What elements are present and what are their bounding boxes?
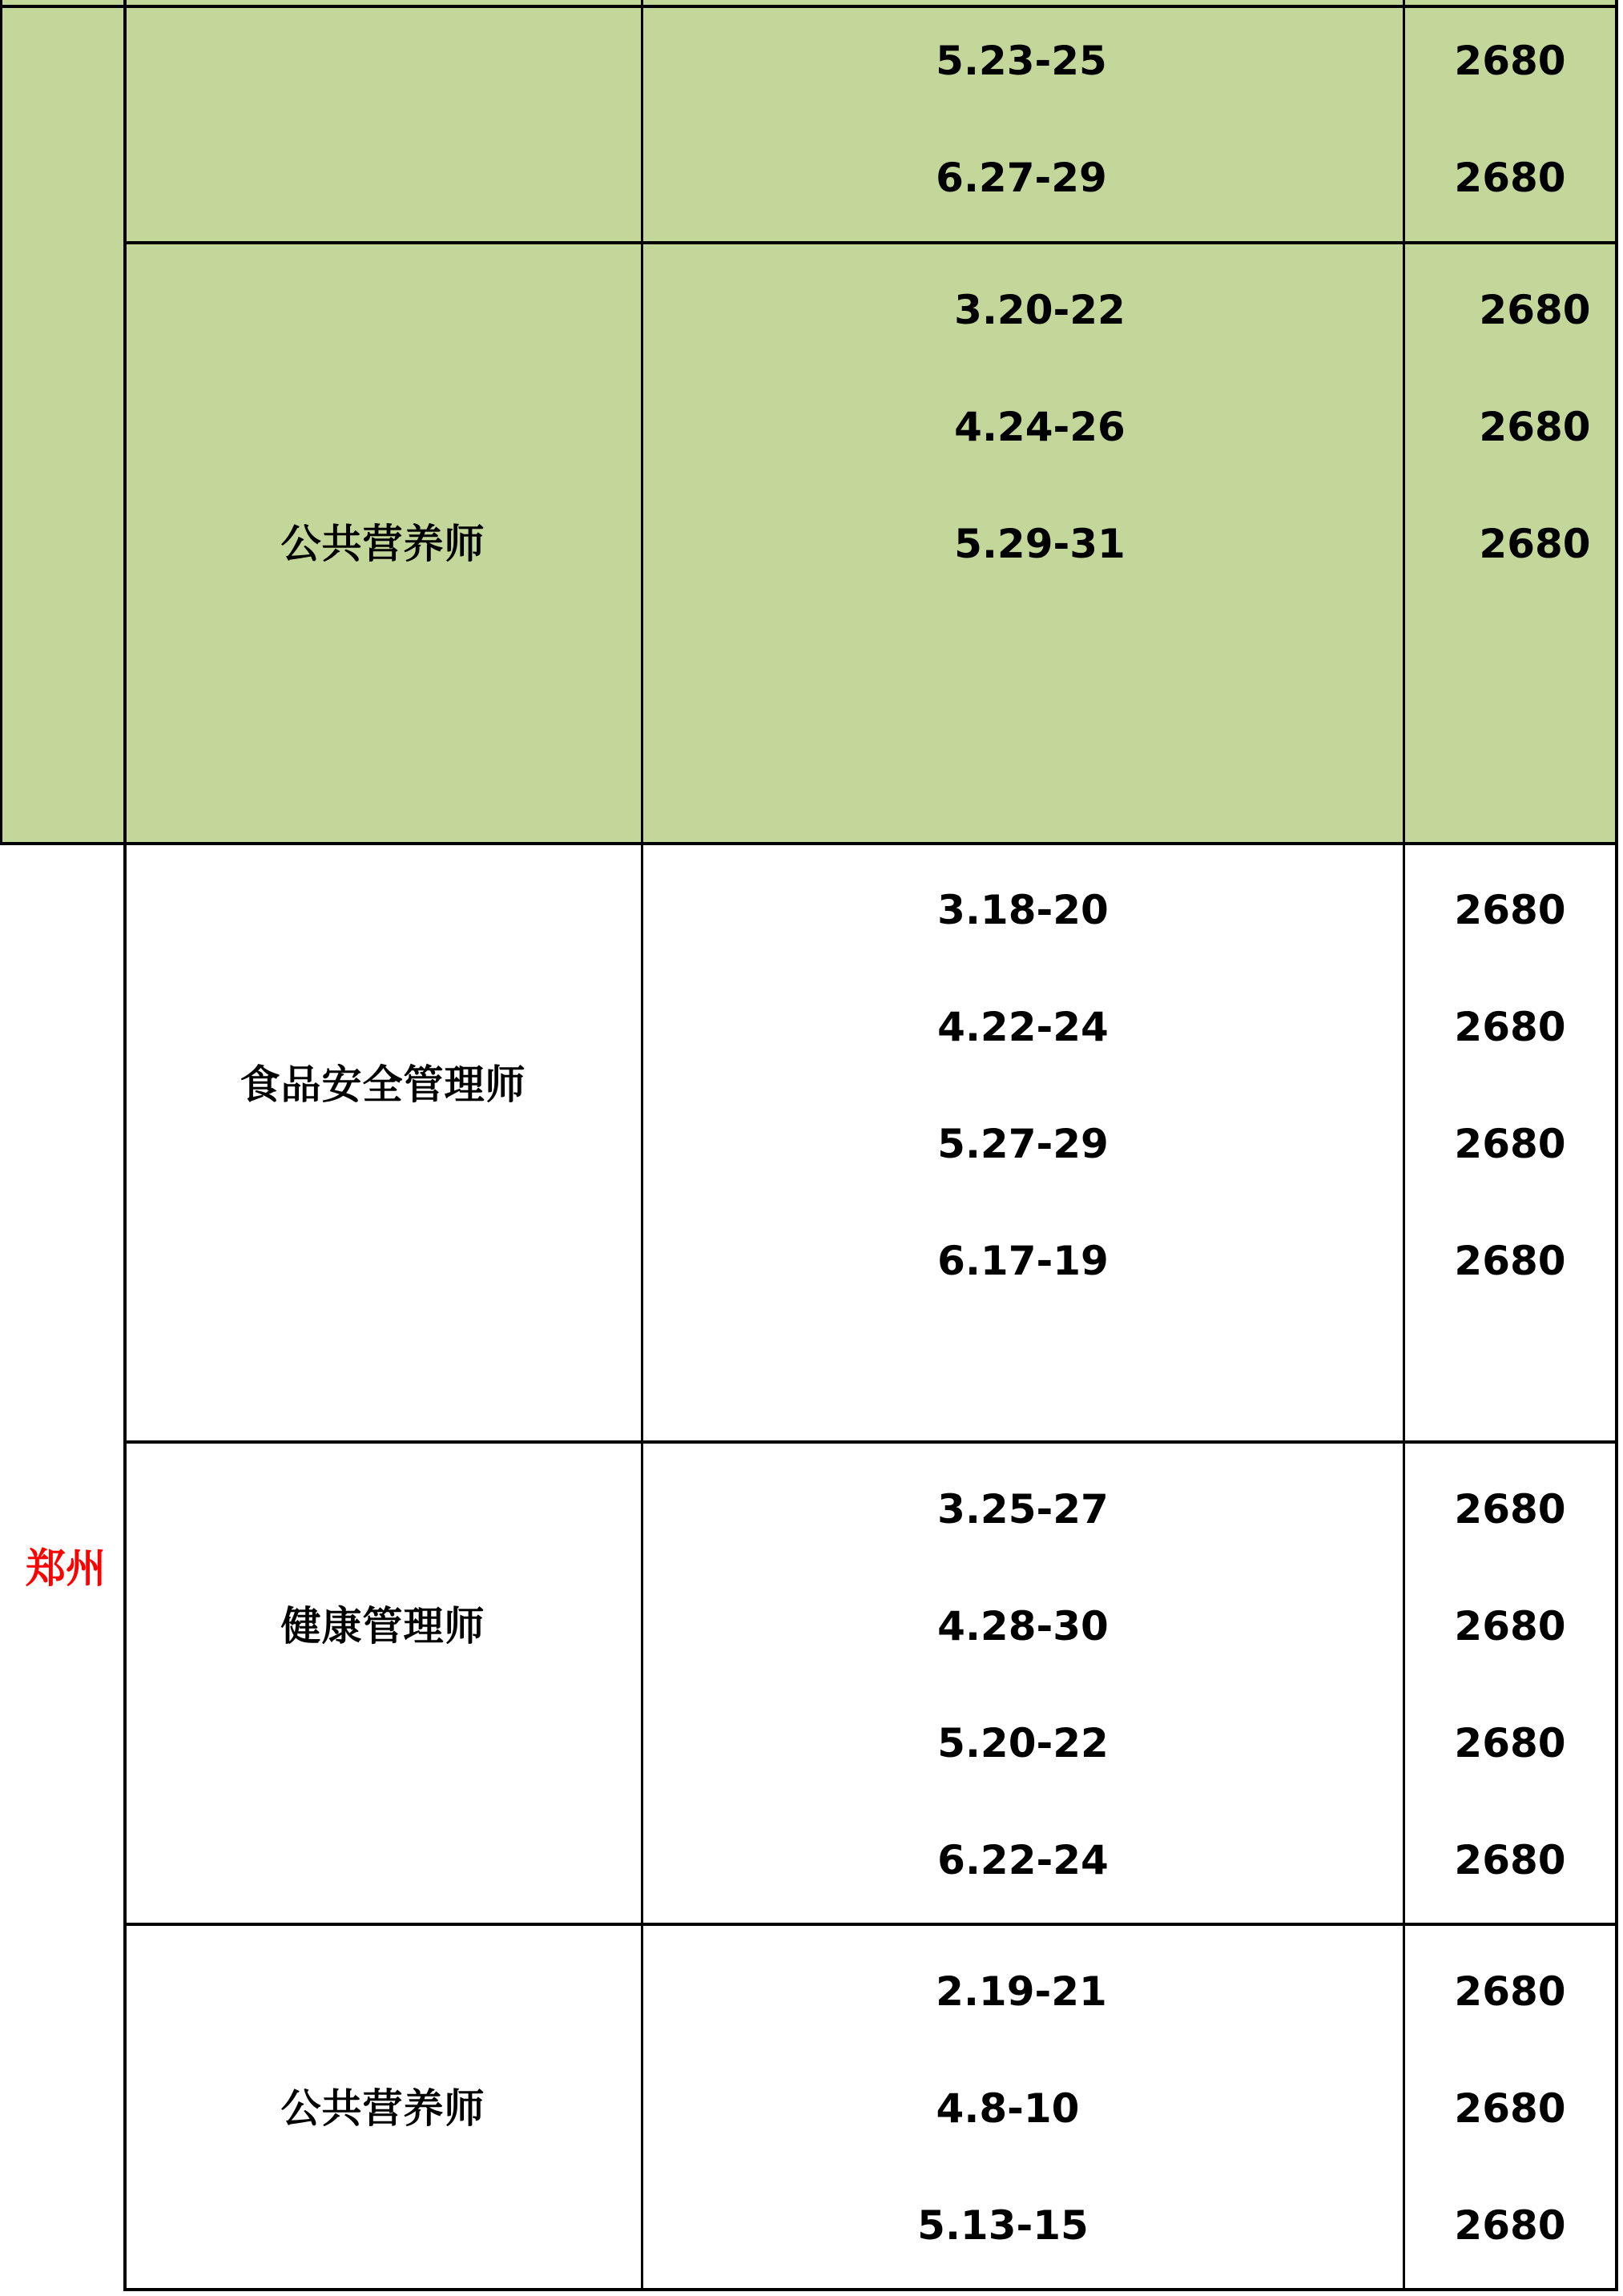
border-row4 bbox=[123, 1923, 1618, 1926]
price-cell: 2680 bbox=[1479, 287, 1591, 333]
date-cell: 4.8-10 bbox=[936, 2085, 1080, 2132]
price-cell: 2680 bbox=[1454, 1486, 1566, 1533]
date-cell: 5.23-25 bbox=[936, 38, 1107, 84]
date-cell: 5.27-29 bbox=[937, 1121, 1109, 1167]
border-left bbox=[0, 0, 2, 844]
course-name: 公共营养师 bbox=[280, 2085, 485, 2132]
price-cell: 2680 bbox=[1454, 2202, 1566, 2249]
date-cell: 6.27-29 bbox=[936, 155, 1107, 201]
border-col1 bbox=[123, 0, 127, 2291]
price-cell: 2680 bbox=[1454, 1121, 1566, 1167]
date-cell: 6.17-19 bbox=[937, 1238, 1109, 1284]
price-cell: 2680 bbox=[1454, 1968, 1566, 2015]
city-label: 郑州 bbox=[26, 1545, 106, 1592]
date-cell: 5.20-22 bbox=[937, 1720, 1109, 1766]
green-section-bg bbox=[0, 0, 1618, 844]
border-bottom bbox=[123, 2288, 1618, 2291]
date-cell: 4.24-26 bbox=[954, 404, 1126, 450]
date-cell: 2.19-21 bbox=[936, 1968, 1107, 2015]
border-row1 bbox=[123, 241, 1618, 244]
course-name: 公共营养师 bbox=[280, 521, 485, 567]
date-cell: 5.29-31 bbox=[954, 521, 1126, 567]
price-cell: 2680 bbox=[1454, 155, 1566, 201]
price-cell: 2680 bbox=[1454, 1004, 1566, 1050]
border-top bbox=[0, 5, 1618, 8]
price-cell: 2680 bbox=[1454, 1837, 1566, 1883]
date-cell: 3.20-22 bbox=[954, 287, 1126, 333]
course-name: 食品安全管理师 bbox=[240, 1061, 526, 1108]
date-cell: 4.28-30 bbox=[937, 1603, 1109, 1649]
date-cell: 3.25-27 bbox=[937, 1486, 1109, 1533]
border-right bbox=[1615, 0, 1618, 2291]
course-name: 健康管理师 bbox=[280, 1603, 485, 1649]
price-cell: 2680 bbox=[1454, 2085, 1566, 2132]
price-cell: 2680 bbox=[1454, 1603, 1566, 1649]
border-row3 bbox=[123, 1440, 1618, 1444]
date-cell: 3.18-20 bbox=[937, 887, 1109, 933]
price-cell: 2680 bbox=[1454, 887, 1566, 933]
date-cell: 4.22-24 bbox=[937, 1004, 1109, 1050]
price-cell: 2680 bbox=[1479, 521, 1591, 567]
border-col2 bbox=[641, 0, 643, 2291]
price-cell: 2680 bbox=[1454, 38, 1566, 84]
price-cell: 2680 bbox=[1454, 1720, 1566, 1766]
date-cell: 5.13-15 bbox=[917, 2202, 1089, 2249]
price-cell: 2680 bbox=[1454, 1238, 1566, 1284]
date-cell: 6.22-24 bbox=[937, 1837, 1109, 1883]
price-cell: 2680 bbox=[1479, 404, 1591, 450]
border-section bbox=[0, 842, 1618, 845]
border-col3 bbox=[1403, 0, 1405, 2291]
